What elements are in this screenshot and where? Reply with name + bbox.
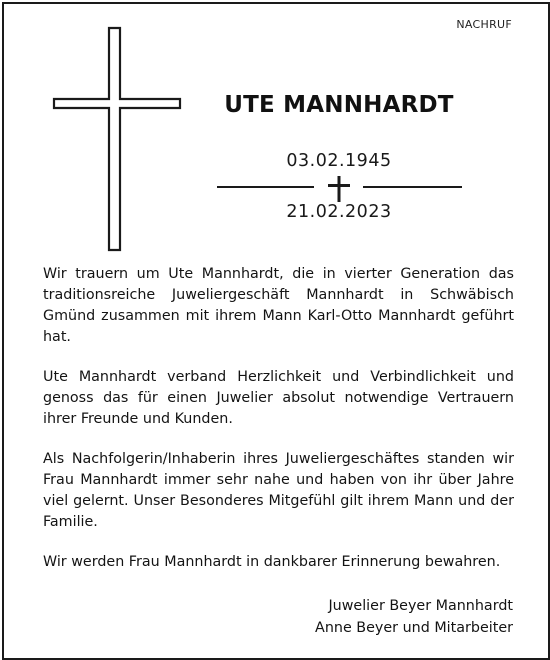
- obituary-paragraph: Als Nachfolgerin/Inhaberin ihres Juweliergeschäftes standen wir Frau Mannhardt immer sehr nahe und haben von ihr über Jahre viel gelernt. Unser Besonderes Mitgefühl gilt ihrem Mann und der Familie.: [43, 451, 514, 530]
- birth-date: 03.02.1945: [286, 151, 392, 171]
- section-label: NACHRUF: [456, 18, 512, 31]
- signature-company: Juwelier Beyer Mannhardt: [328, 598, 513, 614]
- cross-icon: [328, 176, 350, 202]
- obituary-paragraph: Wir trauern um Ute Mannhardt, die in vierter Generation das traditionsreiche Juweliergeschäft Mannhardt in Schwäbisch Gmünd zusammen mit ihrem Mann Karl-Otto Mannhardt geführt hat.: [43, 266, 514, 345]
- signature-block: [315, 595, 513, 639]
- date-divider-left: [217, 186, 314, 188]
- obituary-paragraph: Wir werden Frau Mannhardt in dankbarer Erinnerung bewahren.: [43, 554, 501, 570]
- death-date: 21.02.2023: [286, 202, 392, 222]
- obituary-text: [43, 264, 514, 592]
- signature-people: Anne Beyer und Mitarbeiter: [315, 620, 513, 636]
- obituary-paragraph: Ute Mannhardt verband Herzlichkeit und Verbindlichkeit und genoss das für einen Juwelier absolut notwendige Vertrauern ihrer Freunde und Kunden.: [43, 369, 514, 427]
- deceased-name: UTE MANNHARDT: [224, 92, 454, 118]
- date-divider-right: [363, 186, 462, 188]
